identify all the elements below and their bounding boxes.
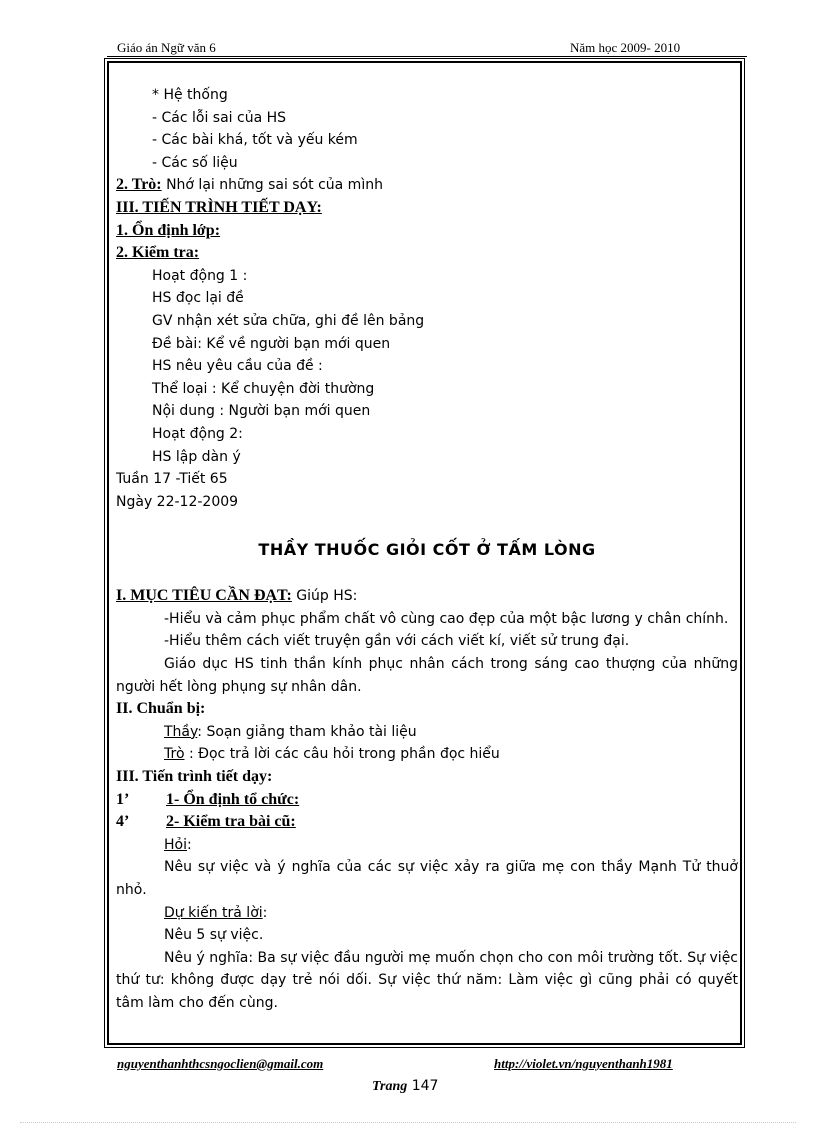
activity-line: GV nhận xét sửa chữa, ghi đề lên bảng (152, 312, 425, 329)
step-label: 1- Ổn định tổ chức: (166, 790, 300, 808)
step-time: 1’ (116, 790, 130, 808)
text-line: - Các lỗi sai của HS (152, 109, 287, 126)
lesson-title: THẦY THUỐC GIỎI CỐT Ở TẤM LÒNG (258, 540, 596, 560)
item-heading: 2. Kiểm tra: (116, 244, 200, 262)
item-heading: 1. Ổn định lớp: (116, 221, 221, 239)
tro-line (116, 174, 738, 197)
header-title: Giáo án Ngữ văn 6 (117, 40, 216, 55)
page-label: Trang (372, 1079, 408, 1094)
text-line: * Hệ thống (152, 87, 228, 103)
page-number-value: 147 (411, 1078, 439, 1094)
question-text: Nêu sự việc và ý nghĩa của các sự việc xảy ra giữa mẹ con thầy Mạnh Tử thuở nhỏ. (116, 859, 738, 898)
dukien-label: Dự kiến trả lời (164, 904, 263, 921)
tro-prep-text: : Đọc trả lời các câu hỏi trong phần đọc hiểu (184, 746, 500, 763)
objective-paragraph: -Hiểu thêm cách viết truyện gần với cách viết kí, viết sử trung đại. (164, 633, 630, 650)
week-line: Tuần 17 -Tiết 65 (116, 471, 228, 488)
section2-heading: II. Chuẩn bị: (116, 700, 206, 718)
thay-label: Thầy (164, 723, 198, 740)
section-heading: III. TIẾN TRÌNH TIẾT DẠY: (116, 198, 322, 216)
text-line: - Các số liệu (152, 154, 238, 171)
header-school-year: Năm học 2009- 2010 (570, 40, 681, 55)
date-line: Ngày 22-12-2009 (116, 493, 239, 510)
footer-url-link[interactable]: http://violet.vn/nguyenthanh1981 (494, 1056, 673, 1071)
tro-label: 2. Trò: (116, 176, 162, 194)
header-divider (107, 56, 747, 57)
page-number (372, 1078, 438, 1095)
activity-line: HS lập dàn ý (152, 448, 241, 465)
step-time: 4’ (116, 813, 130, 831)
section1-heading: I. MỤC TIÊU CẦN ĐẠT: (116, 587, 292, 605)
thay-text: : Soạn giảng tham khảo tài liệu (197, 723, 417, 740)
answer-line: Nêu 5 sự việc. (164, 927, 264, 944)
answer-paragraph: Nêu ý nghĩa: Ba sự việc đầu người mẹ muốn chọn cho con môi trường tốt. Sự việc thứ tư: không được dạy trẻ nói dối. Sự việc thứ năm: Làm việc gì cũng phải có quyết tâm làm cho đến cùng. (116, 949, 738, 1011)
tro-prep-line (116, 743, 738, 766)
thay-line (116, 721, 738, 744)
tro-text: Nhớ lại những sai sót của mình (161, 177, 383, 194)
activity-line: HS nêu yêu cầu của đề : (152, 358, 323, 375)
document-body: * Hệ thống - Các lỗi sai của HS - Các bài khá, tốt và yếu kém - Các số liệu 2. Trò: Nhớ lại những sai sót của mình III. TIẾN TRÌNH TIẾT DẠY: 1. Ổn định lớp: 2. Kiểm tra: Hoạt động 1 : HS đọc lại đề GV nhận xét sửa chữa, ghi đề lên bảng Đề bài: Kể về người bạn mới quen HS nêu yêu cầu của đề : Thể loại : Kể chuyện đời thường Nội dung : Người bạn mới quen Hoạt động 2: HS lập dàn ý Tuần 17 -Tiết 65 Ngày 22-12-2009 THẦY THUỐC GIỎI CỐT Ở TẤM LÒNG I. MỤC TIÊU CẦN ĐẠT: Giúp HS: -Hiểu và cảm phục phẩm chất vô cùng cao đẹp của một bậc lương y chân chính. -Hiểu thêm cách viết truyện gần với cách viết kí, viết sử trung đại. Giáo dục HS tinh thần kính phục nhân cách trong sáng cao thượng của những người hết lòng phụng sự nhân dân. II. Chuẩn bị: Thầy: Soạn giảng tham khảo tài liệu Trò : Đọc trả lời các câu hỏi trong phần đọc hiểu III. Tiến trình tiết dạy: 1’ 1- Ổn định tổ chức: 4’ 2- Kiểm tra bài cũ: Hỏi: Nêu sự việc và ý nghĩa của các sự việc xảy ra giữa mẹ con thầy Mạnh Tử thuở nhỏ. Dự kiến trả lời: Nêu 5 sự việc. Nêu ý nghĩa: Ba sự việc đầu người mẹ muốn chọn cho con môi trường tốt. Sự việc thứ tư: không được dạy trẻ nói dối. Sự việc thứ năm: Làm việc gì cũng phải có quyết tâm làm cho đến cùng. (116, 84, 738, 1015)
objective-paragraph: Giáo dục HS tinh thần kính phục nhân cách trong sáng cao thượng của những người hết lòng phụng sự nhân dân. (116, 656, 738, 695)
step-label: 2- Kiểm tra bài cũ: (166, 813, 296, 831)
objective-paragraph: -Hiểu và cảm phục phẩm chất vô cùng cao đẹp của một bậc lương y chân chính. (164, 610, 729, 627)
activity-line: HS đọc lại đề (152, 290, 244, 307)
hoi-label: Hỏi (164, 836, 187, 853)
activity-line: Nội dung : Người bạn mới quen (152, 403, 371, 420)
activity-line: Hoạt động 2: (152, 425, 243, 442)
tro-prep-label: Trò (164, 746, 185, 763)
activity-line: Hoạt động 1 : (152, 267, 248, 284)
activity-line: Đề bài: Kể về người bạn mới quen (152, 335, 391, 352)
section1-suffix: Giúp HS: (291, 588, 358, 605)
footer-email-link[interactable]: nguyenthanhthcsngoclien@gmail.com (117, 1056, 324, 1071)
section3-heading: III. Tiến trình tiết dạy: (116, 768, 273, 786)
activity-line: Thể loại : Kể chuyện đời thường (152, 380, 375, 397)
text-line: - Các bài khá, tốt và yếu kém (152, 132, 358, 149)
